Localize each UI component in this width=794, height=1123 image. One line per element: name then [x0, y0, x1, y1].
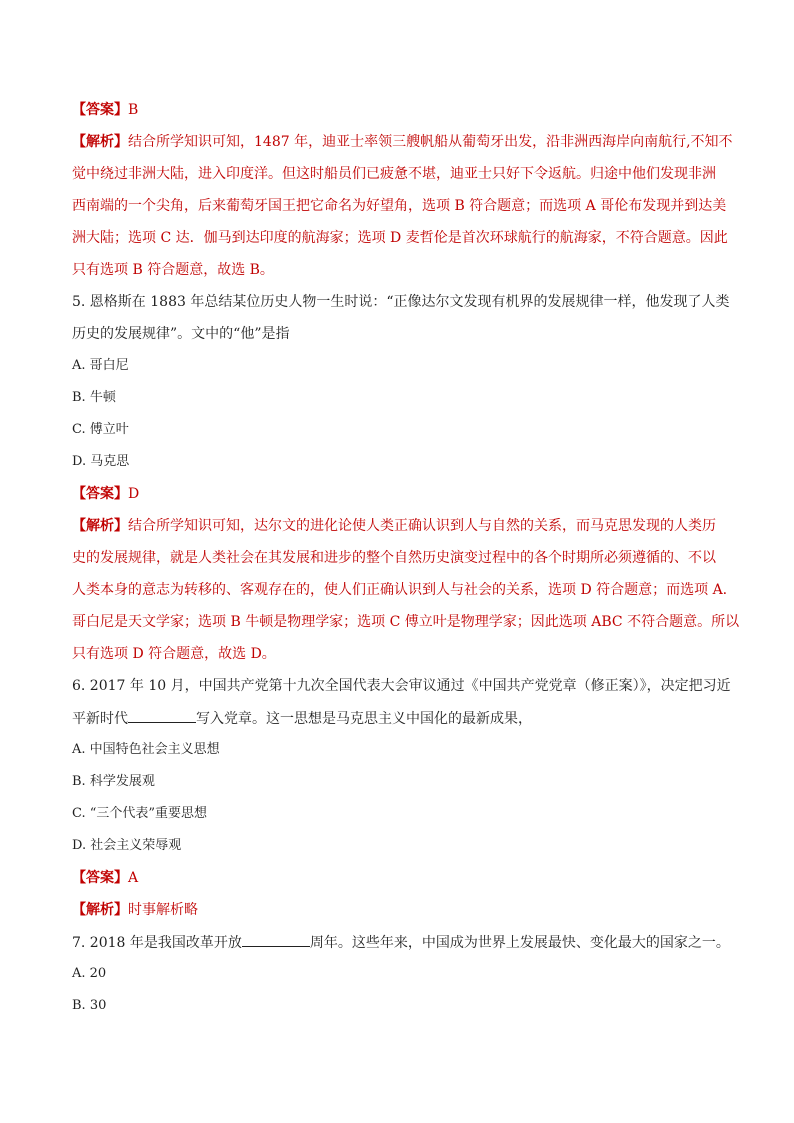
- fill-in-blank: [242, 933, 310, 947]
- q6-stem: 平新时代 写入党章。这一思想是马克思主义中国化的最新成果，: [72, 711, 532, 727]
- fill-in-blank: [128, 709, 196, 723]
- q4-analysis-line: 【解析】结合所学知识可知，1487 年，迪亚士率领三艘帆船从葡萄牙出发，沿非洲西海岸向南航行,不知不: [72, 134, 733, 150]
- q4-analysis-line: 西南端的一个尖角，后来葡萄牙国王把它命名为好望角，选项 B 符合题意；而选项 A 哥伦布发现并到达美: [72, 198, 727, 214]
- analysis-tag: 【解析】: [72, 902, 128, 918]
- answer-tag: 【答案】: [72, 102, 128, 118]
- q7-stem: 7. 2018 年是我国改革开放 周年。这些年来，中国成为世界上发展最快、变化最大的国家之一。: [72, 935, 730, 951]
- answer-tag: 【答案】: [72, 870, 128, 886]
- q7-option-b: B. 30: [72, 998, 107, 1013]
- q4-analysis-line: 觉中绕过非洲大陆，进入印度洋。但这时船员们已疲惫不堪，迪亚士只好下令返航。归途中他们发现非洲: [72, 166, 716, 182]
- q7-option-a: A. 20: [72, 966, 107, 981]
- q5-option-c: C. 傅立叶: [72, 422, 129, 437]
- q6-stem: 6. 2017 年 10 月，中国共产党第十九次全国代表大会审议通过《中国共产党党章（修正案）》，决定把习近: [72, 678, 731, 694]
- q5-option-b: B. 牛顿: [72, 390, 116, 405]
- q6-option-c: C. “三个代表”重要思想: [72, 806, 208, 821]
- q6-answer: [72, 869, 724, 887]
- answer-value: A: [128, 870, 139, 886]
- q4-answer: [72, 101, 724, 119]
- q5-analysis-line: 【解析】结合所学知识可知，达尔文的进化论使人类正确认识到人与自然的关系，而马克思发现的人类历: [72, 518, 716, 534]
- q5-stem: 5. 恩格斯在 1883 年总结某位历史人物一生时说：“正像达尔文发现有机界的发展规律一样，他发现了人类: [72, 294, 730, 310]
- q4-analysis-line: 只有选项 B 符合题意，故选 B。: [72, 262, 274, 278]
- q4-analysis-line: 洲大陆；选项 C 达．伽马到达印度的航海家；选项 D 麦哲伦是首次环球航行的航海家，不符合题意。因此: [72, 230, 728, 246]
- answer-value: B: [128, 102, 139, 118]
- q6-option-b: B. 科学发展观: [72, 774, 155, 789]
- q5-stem: 历史的发展规律”。文中的“他”是指: [72, 326, 290, 342]
- analysis-tag: 【解析】: [72, 134, 128, 150]
- q5-analysis-line: 哥白尼是天文学家；选项 B 牛顿是物理学家；选项 C 傅立叶是物理学家；因此选项 ABC 不符合题意。所以: [72, 614, 740, 630]
- q5-answer: [72, 485, 724, 503]
- q6-analysis: 【解析】时事解析略: [72, 902, 198, 918]
- q5-option-d: D. 马克思: [72, 454, 130, 469]
- q6-option-d: D. 社会主义荣辱观: [72, 838, 182, 853]
- answer-value: D: [128, 486, 140, 502]
- q5-analysis-line: 只有选项 D 符合题意，故选 D。: [72, 646, 276, 662]
- answer-tag: 【答案】: [72, 486, 128, 502]
- q5-option-a: A. 哥白尼: [72, 358, 129, 373]
- q6-option-a: A. 中国特色社会主义思想: [72, 742, 220, 757]
- q5-analysis-line: 人类本身的意志为转移的、客观存在的，使人们正确认识到人与社会的关系，选项 D 符合题意；而选项 A.: [72, 582, 728, 598]
- analysis-tag: 【解析】: [72, 518, 128, 534]
- q5-analysis-line: 史的发展规律，就是人类社会在其发展和进步的整个自然历史演变过程中的各个时期所必须遵循的、不以: [72, 550, 716, 566]
